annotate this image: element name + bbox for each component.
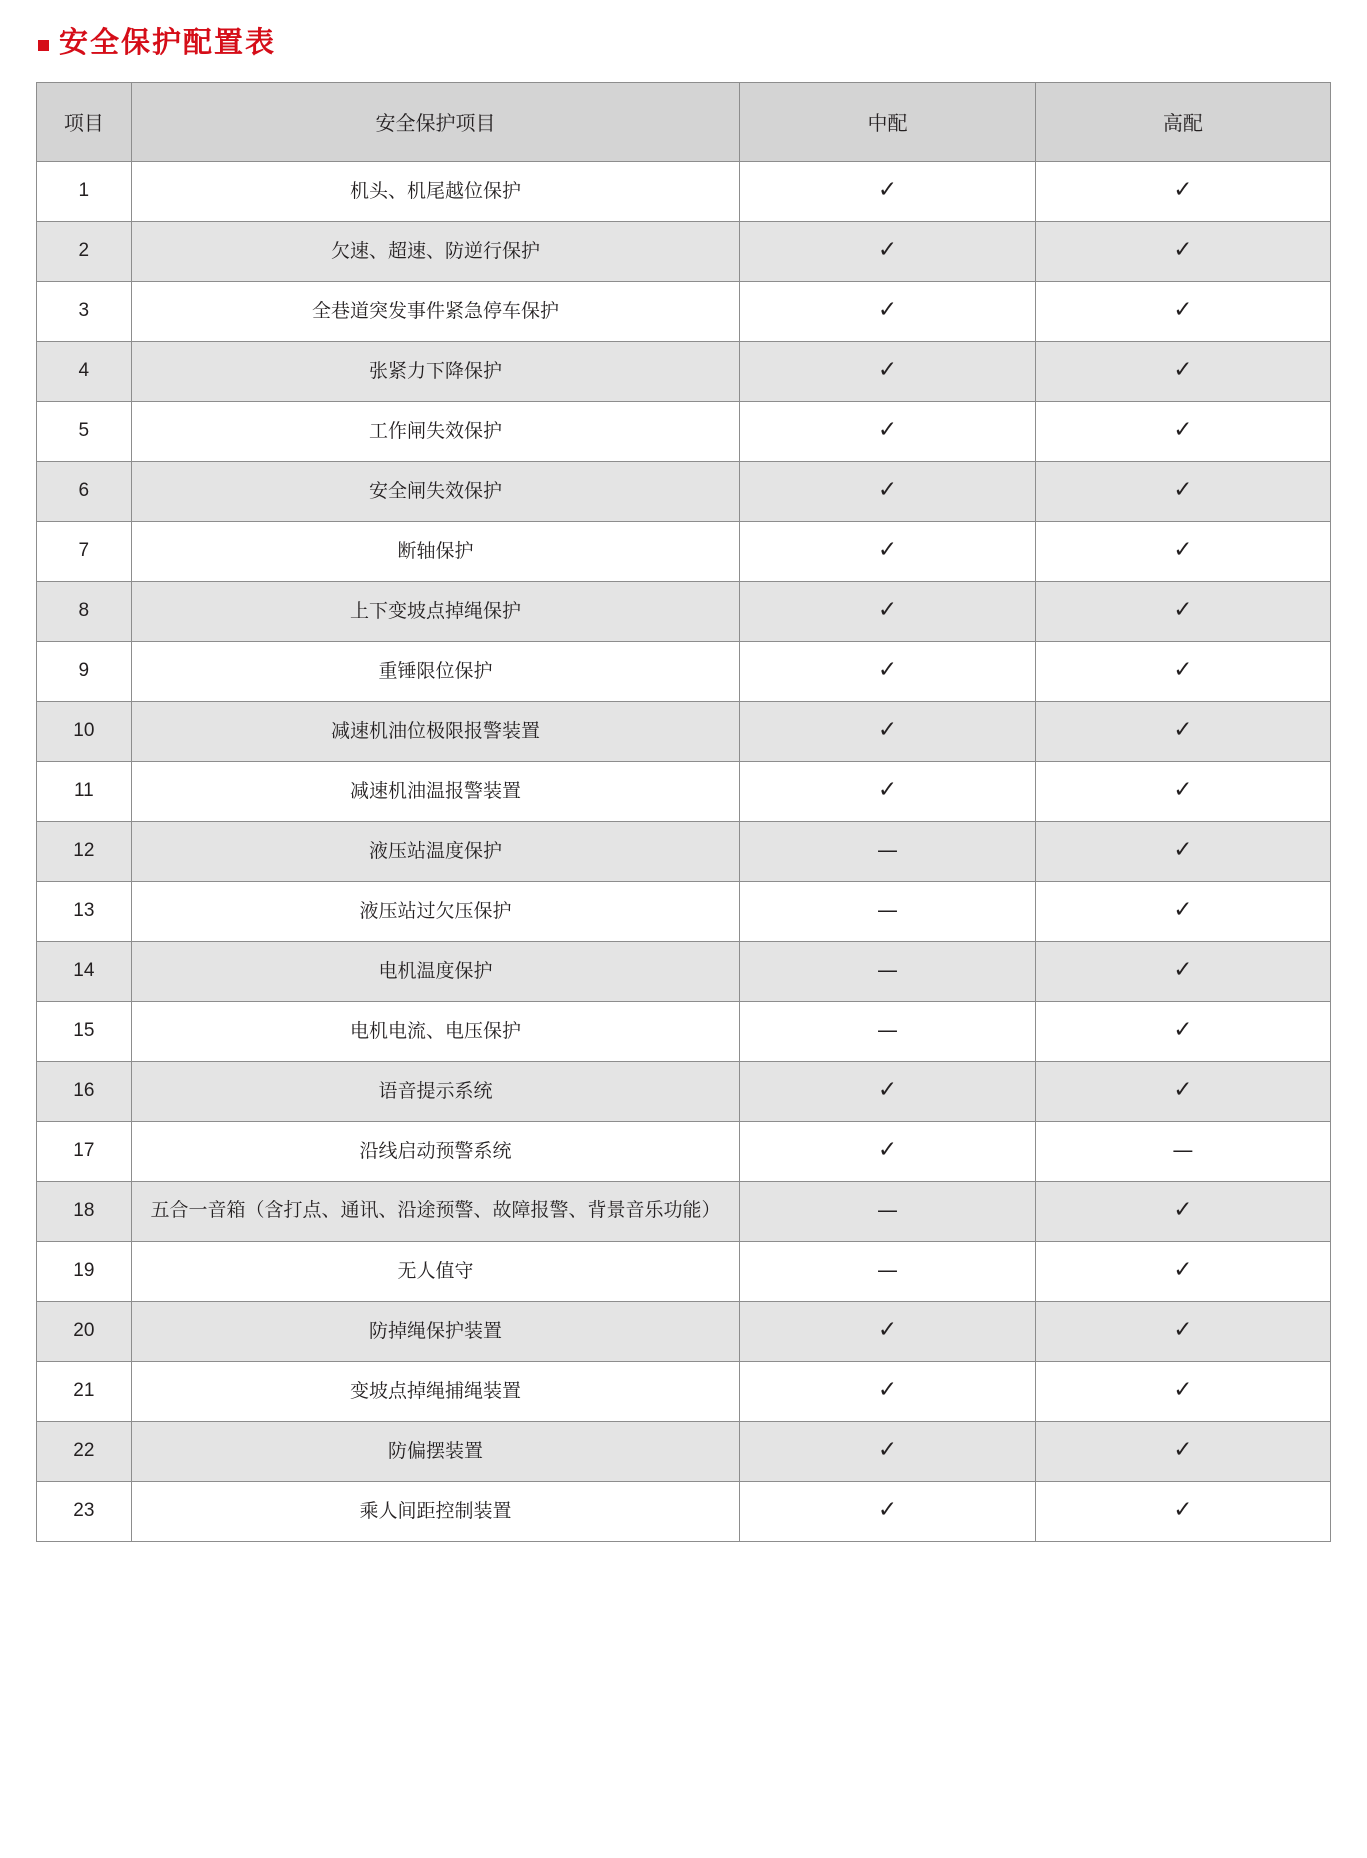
row-item-name: 断轴保护: [131, 521, 740, 581]
row-item-name: 五合一音箱（含打点、通讯、沿途预警、故障报警、背景音乐功能）: [131, 1181, 740, 1241]
row-high-config-mark: [1035, 1481, 1330, 1541]
row-mid-config-mark: [740, 281, 1035, 341]
check-icon: ✓: [1173, 1257, 1193, 1284]
row-item-name: 变坡点掉绳捕绳装置: [131, 1361, 740, 1421]
check-icon: ✓: [877, 297, 898, 324]
row-number: 1: [37, 161, 132, 221]
row-high-config-mark: [1035, 461, 1330, 521]
table-header-row: [37, 82, 1331, 161]
table-row: [37, 461, 1331, 521]
table-row: [37, 641, 1331, 701]
check-icon: ✓: [1173, 1377, 1193, 1404]
row-item-name: 安全闸失效保护: [131, 461, 740, 521]
check-icon: ✓: [877, 477, 898, 504]
row-number: 19: [37, 1241, 132, 1301]
row-high-config-mark: [1035, 521, 1330, 581]
check-icon: ✓: [877, 777, 898, 804]
row-high-config-mark: [1035, 401, 1330, 461]
table-row: [37, 401, 1331, 461]
row-item-name: 乘人间距控制装置: [131, 1481, 740, 1541]
dash-icon: —: [877, 1197, 898, 1222]
check-icon: ✓: [1173, 357, 1193, 384]
table-row: [37, 1421, 1331, 1481]
row-number: 21: [37, 1361, 132, 1421]
dash-icon: —: [877, 1257, 898, 1282]
row-item-name: 减速机油温报警装置: [131, 761, 740, 821]
page-title-text: 安全保护配置表: [59, 27, 277, 59]
row-high-config-mark: [1035, 1301, 1330, 1361]
check-icon: ✓: [877, 1437, 898, 1464]
row-number: 23: [37, 1481, 132, 1541]
check-icon: ✓: [1173, 1017, 1193, 1044]
check-icon: ✓: [1173, 417, 1193, 444]
row-high-config-mark: [1035, 1121, 1330, 1181]
table-row: [37, 341, 1331, 401]
row-item-name: 欠速、超速、防逆行保护: [131, 221, 740, 281]
row-item-name: 语音提示系统: [131, 1061, 740, 1121]
check-icon: ✓: [877, 597, 898, 624]
row-number: 18: [37, 1181, 132, 1241]
row-high-config-mark: [1035, 1361, 1330, 1421]
bullet-square-icon: [38, 40, 49, 51]
row-high-config-mark: [1035, 581, 1330, 641]
check-icon: ✓: [1173, 1197, 1193, 1224]
row-high-config-mark: [1035, 1061, 1330, 1121]
check-icon: ✓: [877, 717, 898, 744]
row-item-name: 上下变坡点掉绳保护: [131, 581, 740, 641]
table-row: [37, 521, 1331, 581]
row-number: 15: [37, 1001, 132, 1061]
table-row: [37, 1301, 1331, 1361]
row-number: 3: [37, 281, 132, 341]
row-high-config-mark: [1035, 341, 1330, 401]
row-mid-config-mark: [740, 221, 1035, 281]
row-high-config-mark: [1035, 161, 1330, 221]
table-row: [37, 761, 1331, 821]
table-row: [37, 581, 1331, 641]
check-icon: ✓: [1173, 597, 1193, 624]
row-high-config-mark: [1035, 641, 1330, 701]
table-row: [37, 821, 1331, 881]
check-icon: ✓: [1173, 1077, 1193, 1104]
row-high-config-mark: [1035, 761, 1330, 821]
check-icon: ✓: [1173, 1437, 1193, 1464]
row-item-name: 全巷道突发事件紧急停车保护: [131, 281, 740, 341]
row-number: 6: [37, 461, 132, 521]
dash-icon: —: [877, 957, 898, 982]
row-mid-config-mark: [740, 401, 1035, 461]
check-icon: ✓: [1173, 297, 1193, 324]
table-row: [37, 941, 1331, 1001]
row-item-name: 液压站温度保护: [131, 821, 740, 881]
row-item-name: 电机电流、电压保护: [131, 1001, 740, 1061]
column-header-mid: 中配: [740, 82, 1035, 161]
row-number: 5: [37, 401, 132, 461]
column-header-item: 安全保护项目: [131, 82, 740, 161]
check-icon: ✓: [877, 177, 898, 204]
row-mid-config-mark: [740, 581, 1035, 641]
row-mid-config-mark: [740, 461, 1035, 521]
row-number: 12: [37, 821, 132, 881]
row-number: 16: [37, 1061, 132, 1121]
row-item-name: 无人值守: [131, 1241, 740, 1301]
row-high-config-mark: [1035, 1241, 1330, 1301]
row-number: 8: [37, 581, 132, 641]
table-row: [37, 281, 1331, 341]
row-item-name: 重锤限位保护: [131, 641, 740, 701]
table-row: [37, 1061, 1331, 1121]
row-item-name: 液压站过欠压保护: [131, 881, 740, 941]
table-row: [37, 881, 1331, 941]
check-icon: ✓: [877, 357, 898, 384]
row-mid-config-mark: [740, 1421, 1035, 1481]
row-number: 13: [37, 881, 132, 941]
row-number: 22: [37, 1421, 132, 1481]
check-icon: ✓: [1173, 537, 1193, 564]
safety-configuration-table: [36, 82, 1331, 1542]
row-high-config-mark: [1035, 881, 1330, 941]
check-icon: ✓: [1173, 1497, 1193, 1524]
check-icon: ✓: [1173, 717, 1193, 744]
column-header-high: 高配: [1035, 82, 1330, 161]
row-mid-config-mark: [740, 1001, 1035, 1061]
check-icon: ✓: [1173, 897, 1193, 924]
check-icon: ✓: [877, 1497, 898, 1524]
table-row: [37, 1241, 1331, 1301]
check-icon: ✓: [877, 537, 898, 564]
table-row: [37, 1181, 1331, 1241]
table-header: [37, 82, 1331, 161]
row-number: 20: [37, 1301, 132, 1361]
dash-icon: —: [877, 897, 898, 922]
row-mid-config-mark: [740, 821, 1035, 881]
row-number: 17: [37, 1121, 132, 1181]
check-icon: ✓: [1173, 957, 1193, 984]
check-icon: ✓: [1173, 837, 1193, 864]
table-row: [37, 701, 1331, 761]
row-high-config-mark: [1035, 1001, 1330, 1061]
dash-icon: —: [1172, 1137, 1194, 1162]
row-high-config-mark: [1035, 701, 1330, 761]
check-icon: ✓: [1173, 777, 1193, 804]
row-high-config-mark: [1035, 1421, 1330, 1481]
row-mid-config-mark: [740, 941, 1035, 1001]
check-icon: ✓: [877, 1137, 898, 1164]
dash-icon: —: [877, 1017, 898, 1042]
table-row: [37, 1361, 1331, 1421]
dash-icon: —: [877, 837, 898, 862]
row-mid-config-mark: [740, 521, 1035, 581]
check-icon: ✓: [1173, 477, 1193, 504]
row-mid-config-mark: [740, 1361, 1035, 1421]
row-mid-config-mark: [740, 1241, 1035, 1301]
check-icon: ✓: [877, 1377, 898, 1404]
row-item-name: 防掉绳保护装置: [131, 1301, 740, 1361]
check-icon: ✓: [877, 1317, 898, 1344]
row-mid-config-mark: [740, 641, 1035, 701]
row-mid-config-mark: [740, 341, 1035, 401]
check-icon: ✓: [877, 1077, 898, 1104]
table-row: [37, 1001, 1331, 1061]
row-high-config-mark: [1035, 941, 1330, 1001]
row-high-config-mark: [1035, 1181, 1330, 1241]
page-title: [36, 28, 1331, 60]
row-mid-config-mark: [740, 1481, 1035, 1541]
check-icon: ✓: [1173, 657, 1193, 684]
row-high-config-mark: [1035, 221, 1330, 281]
row-number: 7: [37, 521, 132, 581]
row-mid-config-mark: [740, 881, 1035, 941]
row-item-name: 防偏摆装置: [131, 1421, 740, 1481]
row-item-name: 电机温度保护: [131, 941, 740, 1001]
row-number: 10: [37, 701, 132, 761]
row-number: 11: [37, 761, 132, 821]
table-row: [37, 1481, 1331, 1541]
row-item-name: 沿线启动预警系统: [131, 1121, 740, 1181]
check-icon: ✓: [877, 237, 898, 264]
table-body: [37, 161, 1331, 1541]
row-number: 2: [37, 221, 132, 281]
table-row: [37, 1121, 1331, 1181]
check-icon: ✓: [1173, 177, 1193, 204]
row-mid-config-mark: [740, 1181, 1035, 1241]
row-item-name: 机头、机尾越位保护: [131, 161, 740, 221]
table-row: [37, 221, 1331, 281]
row-item-name: 工作闸失效保护: [131, 401, 740, 461]
row-mid-config-mark: [740, 1301, 1035, 1361]
row-mid-config-mark: [740, 701, 1035, 761]
row-item-name: 减速机油位极限报警装置: [131, 701, 740, 761]
row-mid-config-mark: [740, 761, 1035, 821]
check-icon: ✓: [877, 657, 898, 684]
check-icon: ✓: [877, 417, 898, 444]
row-mid-config-mark: [740, 1061, 1035, 1121]
row-number: 4: [37, 341, 132, 401]
column-header-no: 项目: [37, 82, 132, 161]
row-high-config-mark: [1035, 821, 1330, 881]
row-item-name: 张紧力下降保护: [131, 341, 740, 401]
check-icon: ✓: [1173, 1317, 1193, 1344]
check-icon: ✓: [1173, 237, 1193, 264]
row-number: 14: [37, 941, 132, 1001]
row-number: 9: [37, 641, 132, 701]
row-high-config-mark: [1035, 281, 1330, 341]
row-mid-config-mark: [740, 1121, 1035, 1181]
row-mid-config-mark: [740, 161, 1035, 221]
table-row: [37, 161, 1331, 221]
